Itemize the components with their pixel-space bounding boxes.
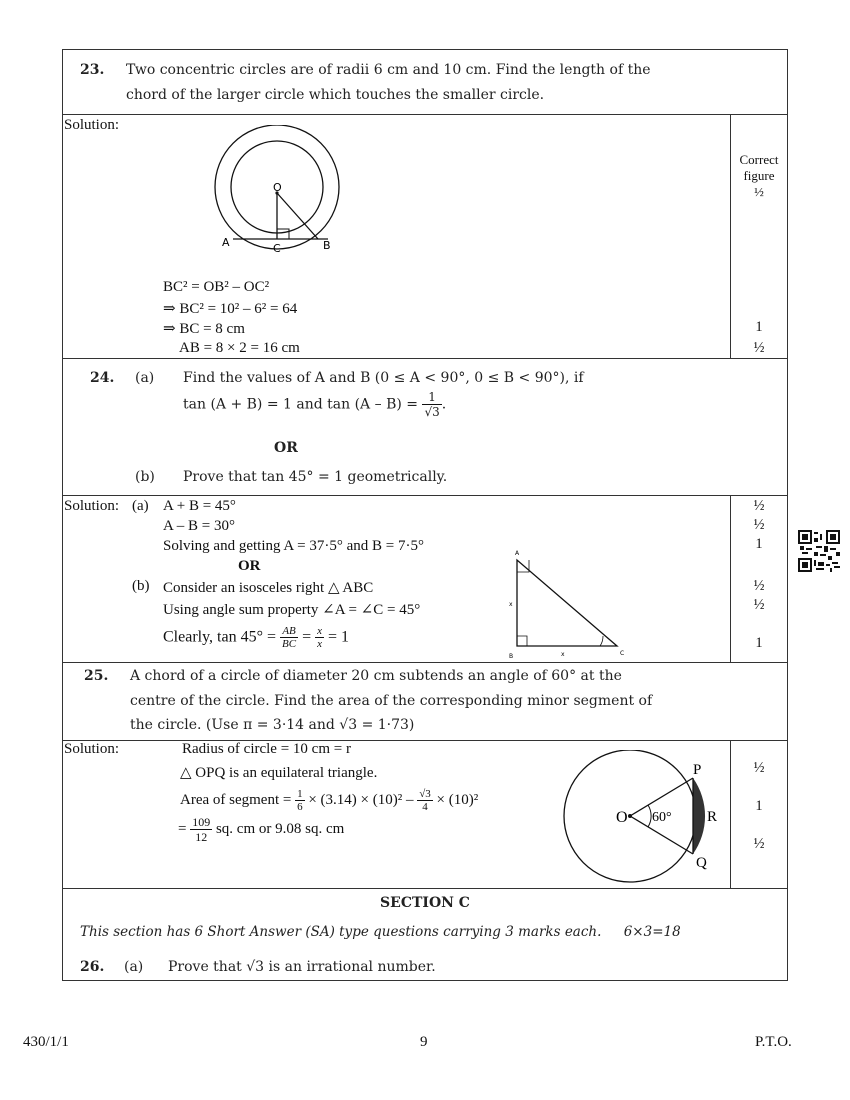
109-over-12 (190, 815, 212, 844)
tri-label-a: A (515, 550, 520, 557)
x-num: x (317, 625, 323, 637)
one-sixth (295, 788, 305, 813)
q25-s1: Radius of circle = 10 cm = r (182, 741, 351, 757)
q23-mark-1: 1 (755, 319, 763, 335)
q25-solution-label: Solution: (64, 741, 120, 757)
q23-step-2: ⇒ BC² = 10² – 6² = 64 (163, 301, 298, 317)
q24-mark-4: ½ (753, 578, 765, 594)
fig-label-p: P (693, 762, 702, 778)
x-den: x (317, 638, 323, 650)
equals-sign: = (302, 628, 312, 646)
q23-step-3: ⇒ BC = 8 cm (163, 321, 245, 337)
q24-mark-1: ½ (753, 498, 765, 514)
area-middle: × (3.14) × (10)² – (308, 792, 414, 808)
row-divider (62, 358, 788, 359)
q24-right-triangle-figure (505, 548, 635, 663)
section-c-desc-text: This section has 6 Short Answer (SA) type questions carrying 3 marks each. (80, 924, 602, 940)
q24-or: OR (274, 440, 298, 456)
area-end: × (10)² (436, 792, 479, 808)
q24-sol-a-2: A – B = 30° (163, 518, 235, 534)
q25-line3: the circle. (Use π = 3·14 and √3 = 1·73) (130, 717, 415, 733)
q25-segment-figure (560, 750, 732, 892)
fig-label-r: R (707, 809, 718, 825)
q23-line2: chord of the larger circle which touches the smaller circle. (126, 87, 545, 103)
q24-number: 24. (90, 370, 115, 386)
pto-label: P.T.O. (755, 1034, 792, 1050)
q25-s4 (178, 815, 344, 844)
q24-mark-3: 1 (755, 536, 763, 552)
fig-label-o: O (273, 181, 282, 194)
tri-label-x-horizontal: x (561, 651, 565, 658)
four-den: 4 (422, 801, 428, 813)
section-c-desc (80, 924, 681, 940)
q25-mark-3: ½ (753, 836, 765, 852)
fig-label-b: B (323, 239, 331, 252)
q24-sol-or: OR (238, 558, 261, 574)
q24-a-line2-text: tan (A + B) = 1 and tan (A – B) = (183, 396, 418, 413)
tri-label-b: B (509, 653, 514, 660)
row-divider (62, 740, 788, 741)
section-c-title: SECTION C (380, 895, 470, 911)
q23-figure-mark (731, 152, 787, 200)
fig-label-c: C (273, 242, 281, 255)
row-divider (62, 114, 788, 115)
q24-frac-num: 1 (422, 390, 441, 405)
q24-mark-2: ½ (753, 517, 765, 533)
one-sixth-den: 6 (297, 801, 303, 813)
s4-equals: = (178, 821, 187, 837)
q24-sol-b-label: (b) (132, 578, 150, 594)
s4-result: sq. cm or 9.08 sq. cm (215, 821, 345, 837)
fig-label-q: Q (696, 855, 707, 871)
q24-mark-5: ½ (753, 597, 765, 613)
figure-mark-line1: Correct (739, 152, 779, 167)
q23-line1: Two concentric circles are of radii 6 cm and 10 cm. Find the length of the (126, 62, 651, 78)
ab-num: AB (280, 625, 298, 638)
q24-part-a: (a) (135, 370, 155, 386)
q25-line1: A chord of a circle of diameter 20 cm subtends an angle of 60° at the (130, 668, 622, 684)
result-text: = 1 (328, 628, 350, 646)
qr-code-icon (798, 530, 840, 572)
area-label: Area of segment = (180, 792, 292, 808)
q24-sol-a-1: A + B = 45° (163, 498, 236, 514)
fig-label-angle: 60° (652, 810, 672, 825)
q24-b-line: Prove that tan 45° = 1 geometrically. (183, 469, 448, 485)
q23-number: 23. (80, 62, 105, 78)
bc-den: BC (282, 638, 297, 650)
root3-over-4 (417, 788, 433, 813)
q26-part: (a) (124, 959, 144, 975)
section-c-marks-note: 6×3=18 (623, 924, 681, 940)
q24-clearly (163, 625, 349, 650)
q24-a-line2: tan (A + B) = 1 and tan (A – B) = $\frac{1}{√3}$ . (183, 390, 447, 419)
ab-over-bc (280, 625, 298, 650)
row-divider (62, 662, 788, 663)
figure-mark-value: ½ (754, 184, 764, 199)
q24-mark-6: 1 (755, 635, 763, 651)
fig-label-a: A (222, 236, 230, 249)
q25-line2: centre of the circle. Find the area of the corresponding minor segment of (130, 693, 653, 709)
q25-s2: △ OPQ is an equilateral triangle. (180, 765, 378, 781)
q25-s3 (180, 788, 478, 813)
q24-sol-b-1: Consider an isosceles right △ ABC (163, 580, 374, 596)
q25-mark-2: 1 (755, 798, 763, 814)
one-sixth-num: 1 (297, 788, 303, 800)
paper-code: 430/1/1 (23, 1034, 69, 1050)
page-number: 9 (420, 1034, 428, 1050)
frac-12: 12 (195, 830, 208, 844)
q24-solution-label: Solution: (64, 498, 120, 514)
tri-label-x-vertical: x (509, 601, 513, 608)
root3-num: √3 (419, 788, 431, 800)
q26-text: Prove that √3 is an irrational number. (168, 959, 436, 975)
q23-concentric-circles-figure (205, 125, 355, 255)
q24-frac-den: √3 (424, 405, 440, 419)
q25-number: 25. (84, 668, 109, 684)
x-over-x (315, 625, 324, 650)
q24-sol-a-3: Solving and getting A = 37·5° and B = 7·5° (163, 538, 424, 554)
clearly-text: Clearly, tan 45° = (163, 628, 277, 646)
q24-part-b: (b) (135, 469, 155, 485)
figure-mark-line2: figure (743, 168, 775, 183)
fig-label-o: O (616, 809, 628, 826)
q24-a-line1: Find the values of A and B (0 ≤ A < 90°, 0 ≤ B < 90°), if (183, 370, 584, 386)
frac-109: 109 (192, 815, 211, 829)
q23-step-4: AB = 8 × 2 = 16 cm (179, 340, 300, 356)
q24-sol-a-label: (a) (132, 498, 149, 514)
tri-label-c: C (620, 650, 625, 657)
q24-fraction (422, 390, 441, 419)
q23-solution-label: Solution: (64, 117, 120, 133)
row-divider (62, 495, 788, 496)
q26-number: 26. (80, 959, 105, 975)
q25-mark-1: ½ (753, 760, 765, 776)
q23-mark-2: ½ (753, 340, 765, 356)
q24-sol-b-2: Using angle sum property ∠A = ∠C = 45° (163, 602, 421, 618)
q23-step-1: BC² = OB² – OC² (163, 279, 270, 295)
